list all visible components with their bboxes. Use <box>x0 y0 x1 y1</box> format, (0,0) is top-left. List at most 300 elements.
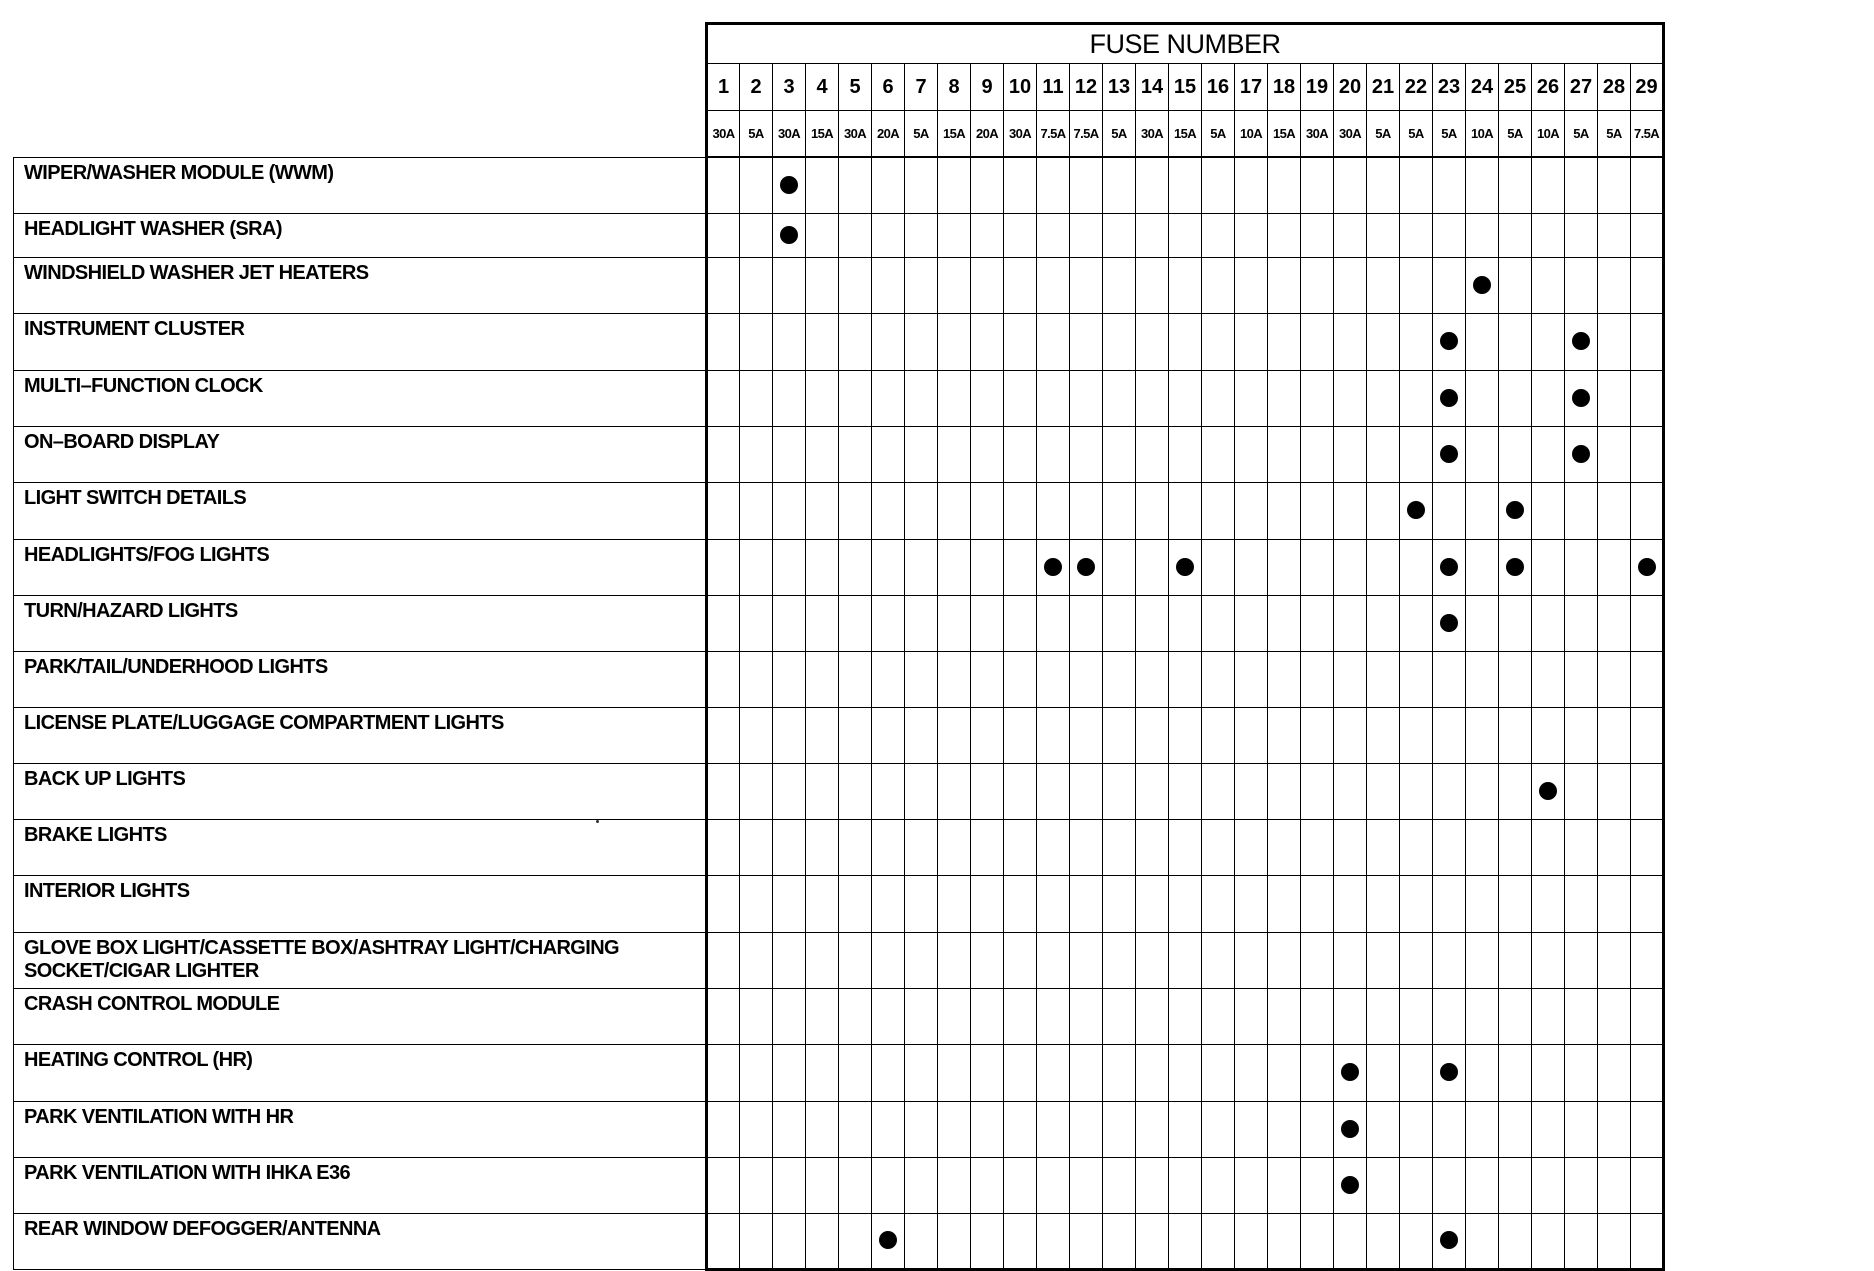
fuse-number-16: 16 <box>1202 64 1235 111</box>
grid-cell <box>1631 707 1664 763</box>
circuit-row <box>14 707 1664 763</box>
grid-cell <box>1268 595 1301 651</box>
grid-cell <box>1268 213 1301 257</box>
fuse-number-27: 27 <box>1565 64 1598 111</box>
fuse-rating-12: 7.5A <box>1070 111 1103 158</box>
fuse-number-20: 20 <box>1334 64 1367 111</box>
grid-cell <box>1631 875 1664 932</box>
grid-cell <box>707 1213 740 1269</box>
fuse-number-18: 18 <box>1268 64 1301 111</box>
grid-cell <box>1004 595 1037 651</box>
grid-cell <box>1301 1044 1334 1101</box>
fuse-rating-15: 15A <box>1169 111 1202 158</box>
fuse-number-title: FUSE NUMBER <box>707 24 1664 64</box>
grid-cell <box>1334 1213 1367 1269</box>
grid-cell <box>1532 1213 1565 1269</box>
grid-cell <box>707 1157 740 1213</box>
grid-cell <box>1202 157 1235 213</box>
grid-cell <box>1400 539 1433 595</box>
grid-cell <box>1103 988 1136 1044</box>
grid-cell <box>1202 988 1235 1044</box>
fuse-dot-marker <box>1341 1063 1359 1081</box>
grid-cell <box>905 213 938 257</box>
grid-cell <box>1598 370 1631 426</box>
fuse-rating-16: 5A <box>1202 111 1235 158</box>
fuse-dot-marker <box>1440 558 1458 576</box>
grid-cell <box>1301 875 1334 932</box>
grid-cell <box>1565 257 1598 313</box>
grid-cell <box>1103 213 1136 257</box>
grid-cell <box>1598 426 1631 482</box>
grid-cell <box>1268 426 1301 482</box>
grid-cell <box>1631 257 1664 313</box>
grid-cell <box>1037 426 1070 482</box>
fuse-number-22: 22 <box>1400 64 1433 111</box>
grid-cell <box>1004 257 1037 313</box>
grid-cell <box>1004 1157 1037 1213</box>
grid-cell <box>1301 1157 1334 1213</box>
grid-cell <box>905 763 938 819</box>
grid-cell <box>1400 157 1433 213</box>
grid-cell <box>1565 1157 1598 1213</box>
grid-cell <box>1598 651 1631 707</box>
grid-cell <box>1466 1044 1499 1101</box>
circuit-row <box>14 370 1664 426</box>
grid-cell <box>839 157 872 213</box>
grid-cell <box>1268 257 1301 313</box>
grid-cell <box>1202 213 1235 257</box>
grid-cell <box>1400 651 1433 707</box>
grid-cell <box>971 539 1004 595</box>
grid-cell <box>839 651 872 707</box>
circuit-row <box>14 932 1664 988</box>
fuse-number-8: 8 <box>938 64 971 111</box>
grid-cell <box>872 313 905 370</box>
grid-cell <box>1169 1157 1202 1213</box>
grid-cell <box>806 539 839 595</box>
grid-cell <box>1433 313 1466 370</box>
fuse-dot-marker <box>1506 558 1524 576</box>
grid-cell <box>1070 819 1103 875</box>
grid-cell <box>1070 539 1103 595</box>
grid-cell <box>806 157 839 213</box>
grid-cell <box>1631 426 1664 482</box>
grid-cell <box>1598 595 1631 651</box>
fuse-number-23: 23 <box>1433 64 1466 111</box>
fuse-rating-10: 30A <box>1004 111 1037 158</box>
grid-cell <box>1235 651 1268 707</box>
grid-cell <box>1565 370 1598 426</box>
fuse-number-19: 19 <box>1301 64 1334 111</box>
grid-cell <box>1004 875 1037 932</box>
fuse-rating-17: 10A <box>1235 111 1268 158</box>
fuse-rating-2: 5A <box>740 111 773 158</box>
circuit-label: LICENSE PLATE/LUGGAGE COMPARTMENT LIGHTS <box>14 707 707 763</box>
grid-cell <box>806 595 839 651</box>
grid-cell <box>1004 988 1037 1044</box>
fuse-rating-13: 5A <box>1103 111 1136 158</box>
grid-cell <box>1136 988 1169 1044</box>
grid-cell <box>1499 426 1532 482</box>
fuse-dot-marker <box>1440 445 1458 463</box>
fuse-rating-21: 5A <box>1367 111 1400 158</box>
grid-cell <box>740 213 773 257</box>
grid-cell <box>1499 763 1532 819</box>
grid-cell <box>1235 370 1268 426</box>
grid-cell <box>1070 932 1103 988</box>
fuse-dot-marker <box>879 1231 897 1249</box>
grid-cell <box>1037 213 1070 257</box>
fuse-number-1: 1 <box>707 64 740 111</box>
grid-cell <box>1334 1101 1367 1157</box>
grid-cell <box>1235 819 1268 875</box>
grid-cell <box>740 651 773 707</box>
grid-cell <box>1169 763 1202 819</box>
grid-cell <box>1136 482 1169 539</box>
grid-cell <box>1037 932 1070 988</box>
grid-cell <box>1103 763 1136 819</box>
grid-cell <box>938 707 971 763</box>
fuse-dot-marker <box>1341 1120 1359 1138</box>
grid-cell <box>905 370 938 426</box>
grid-cell <box>1235 1157 1268 1213</box>
grid-cell <box>1598 213 1631 257</box>
grid-cell <box>1235 595 1268 651</box>
grid-cell <box>1598 482 1631 539</box>
grid-cell <box>1532 988 1565 1044</box>
grid-cell <box>1004 1213 1037 1269</box>
grid-cell <box>1037 988 1070 1044</box>
grid-cell <box>773 1101 806 1157</box>
grid-cell <box>872 157 905 213</box>
grid-cell <box>707 707 740 763</box>
grid-cell <box>1235 539 1268 595</box>
grid-cell <box>1466 875 1499 932</box>
grid-cell <box>1301 651 1334 707</box>
grid-cell <box>740 595 773 651</box>
grid-cell <box>872 1101 905 1157</box>
grid-cell <box>971 595 1004 651</box>
fuse-rating-9: 20A <box>971 111 1004 158</box>
grid-cell <box>905 1157 938 1213</box>
grid-cell <box>1565 707 1598 763</box>
fuse-number-11: 11 <box>1037 64 1070 111</box>
grid-cell <box>773 595 806 651</box>
fuse-rating-11: 7.5A <box>1037 111 1070 158</box>
circuit-row <box>14 875 1664 932</box>
grid-cell <box>1268 932 1301 988</box>
grid-cell <box>1532 213 1565 257</box>
grid-cell <box>1202 426 1235 482</box>
fuse-rating-20: 30A <box>1334 111 1367 158</box>
grid-cell <box>806 313 839 370</box>
fuse-number-7: 7 <box>905 64 938 111</box>
grid-cell <box>938 763 971 819</box>
grid-cell <box>740 988 773 1044</box>
grid-cell <box>1565 932 1598 988</box>
grid-cell <box>1004 707 1037 763</box>
grid-cell <box>1499 875 1532 932</box>
grid-cell <box>1532 313 1565 370</box>
grid-cell <box>1598 539 1631 595</box>
grid-cell <box>1466 213 1499 257</box>
grid-cell <box>1598 157 1631 213</box>
fuse-number-17: 17 <box>1235 64 1268 111</box>
grid-cell <box>1433 426 1466 482</box>
grid-cell <box>806 482 839 539</box>
grid-cell <box>773 313 806 370</box>
grid-cell <box>1532 426 1565 482</box>
grid-cell <box>938 1101 971 1157</box>
grid-cell <box>707 213 740 257</box>
grid-cell <box>1169 426 1202 482</box>
grid-cell <box>806 426 839 482</box>
grid-cell <box>806 1101 839 1157</box>
grid-cell <box>707 370 740 426</box>
fuse-rating-22: 5A <box>1400 111 1433 158</box>
grid-cell <box>872 426 905 482</box>
fuse-number-21: 21 <box>1367 64 1400 111</box>
grid-cell <box>1070 426 1103 482</box>
grid-cell <box>971 819 1004 875</box>
grid-cell <box>1499 707 1532 763</box>
grid-cell <box>1004 482 1037 539</box>
grid-cell <box>1235 1101 1268 1157</box>
grid-cell <box>806 1044 839 1101</box>
grid-cell <box>872 651 905 707</box>
grid-cell <box>1037 1213 1070 1269</box>
grid-cell <box>1433 370 1466 426</box>
grid-cell <box>1202 257 1235 313</box>
grid-cell <box>1004 651 1037 707</box>
grid-cell <box>1367 370 1400 426</box>
grid-cell <box>1334 595 1367 651</box>
grid-cell <box>740 819 773 875</box>
grid-cell <box>1433 1044 1466 1101</box>
grid-cell <box>1136 651 1169 707</box>
fuse-dot-marker <box>1572 389 1590 407</box>
circuit-label: WINDSHIELD WASHER JET HEATERS <box>14 257 707 313</box>
grid-cell <box>1631 370 1664 426</box>
grid-cell <box>740 257 773 313</box>
grid-cell <box>1631 539 1664 595</box>
grid-cell <box>1268 370 1301 426</box>
grid-cell <box>1499 988 1532 1044</box>
grid-cell <box>1169 707 1202 763</box>
grid-cell <box>1037 1044 1070 1101</box>
grid-cell <box>1037 257 1070 313</box>
grid-cell <box>1631 213 1664 257</box>
grid-cell <box>872 707 905 763</box>
grid-cell <box>839 707 872 763</box>
circuit-label: TURN/HAZARD LIGHTS <box>14 595 707 651</box>
grid-cell <box>1367 932 1400 988</box>
fuse-rating-27: 5A <box>1565 111 1598 158</box>
grid-cell <box>905 1101 938 1157</box>
grid-cell <box>1367 257 1400 313</box>
grid-cell <box>806 707 839 763</box>
grid-cell <box>1169 539 1202 595</box>
grid-cell <box>1334 988 1367 1044</box>
grid-cell <box>1466 1213 1499 1269</box>
grid-cell <box>1532 875 1565 932</box>
grid-cell <box>1070 707 1103 763</box>
grid-cell <box>1598 1213 1631 1269</box>
grid-cell <box>1499 257 1532 313</box>
blank-corner <box>14 24 707 158</box>
grid-cell <box>1532 595 1565 651</box>
grid-cell <box>1400 1157 1433 1213</box>
grid-cell <box>1070 763 1103 819</box>
grid-cell <box>905 539 938 595</box>
grid-cell <box>1268 1157 1301 1213</box>
grid-cell <box>707 595 740 651</box>
fuse-rating-24: 10A <box>1466 111 1499 158</box>
grid-cell <box>1433 1101 1466 1157</box>
grid-cell <box>971 213 1004 257</box>
grid-cell <box>905 1213 938 1269</box>
grid-cell <box>1037 1101 1070 1157</box>
grid-cell <box>1301 763 1334 819</box>
fuse-rating-7: 5A <box>905 111 938 158</box>
grid-cell <box>1136 1101 1169 1157</box>
grid-cell <box>740 1044 773 1101</box>
grid-cell <box>1268 1044 1301 1101</box>
grid-cell <box>905 257 938 313</box>
grid-cell <box>1136 257 1169 313</box>
grid-cell <box>1565 595 1598 651</box>
grid-cell <box>905 426 938 482</box>
grid-cell <box>1631 763 1664 819</box>
fuse-rating-28: 5A <box>1598 111 1631 158</box>
grid-cell <box>1367 213 1400 257</box>
grid-cell <box>971 875 1004 932</box>
grid-cell <box>1070 370 1103 426</box>
grid-cell <box>1004 1101 1037 1157</box>
grid-cell <box>839 257 872 313</box>
grid-cell <box>1070 482 1103 539</box>
grid-cell <box>773 157 806 213</box>
grid-cell <box>1169 595 1202 651</box>
grid-cell <box>1532 370 1565 426</box>
grid-cell <box>1301 595 1334 651</box>
grid-cell <box>905 819 938 875</box>
fuse-number-13: 13 <box>1103 64 1136 111</box>
grid-cell <box>839 426 872 482</box>
grid-cell <box>806 819 839 875</box>
grid-cell <box>905 1044 938 1101</box>
grid-cell <box>740 1213 773 1269</box>
grid-cell <box>1334 313 1367 370</box>
grid-cell <box>1466 819 1499 875</box>
grid-cell <box>1202 1213 1235 1269</box>
circuit-label: MULTI–FUNCTION CLOCK <box>14 370 707 426</box>
grid-cell <box>1400 1044 1433 1101</box>
fuse-application-table <box>13 22 1665 1271</box>
grid-cell <box>938 875 971 932</box>
grid-cell <box>839 370 872 426</box>
grid-cell <box>1433 707 1466 763</box>
grid-cell <box>1070 1101 1103 1157</box>
grid-cell <box>1400 313 1433 370</box>
grid-cell <box>1268 875 1301 932</box>
grid-cell <box>1334 1157 1367 1213</box>
grid-cell <box>1433 763 1466 819</box>
grid-cell <box>1169 875 1202 932</box>
circuit-label: INTERIOR LIGHTS <box>14 875 707 932</box>
grid-cell <box>872 1157 905 1213</box>
grid-cell <box>1433 875 1466 932</box>
grid-cell <box>1004 370 1037 426</box>
grid-cell <box>1334 426 1367 482</box>
grid-cell <box>1103 707 1136 763</box>
grid-cell <box>938 482 971 539</box>
grid-cell <box>707 257 740 313</box>
grid-cell <box>1136 819 1169 875</box>
grid-cell <box>1103 1213 1136 1269</box>
grid-cell <box>740 875 773 932</box>
grid-cell <box>740 1157 773 1213</box>
grid-cell <box>872 213 905 257</box>
grid-cell <box>971 370 1004 426</box>
grid-cell <box>872 370 905 426</box>
grid-cell <box>1103 595 1136 651</box>
fuse-rating-19: 30A <box>1301 111 1334 158</box>
grid-cell <box>1532 482 1565 539</box>
grid-cell <box>1499 932 1532 988</box>
grid-cell <box>1334 539 1367 595</box>
fuse-rating-3: 30A <box>773 111 806 158</box>
grid-cell <box>1367 426 1400 482</box>
grid-cell <box>1004 819 1037 875</box>
grid-cell <box>1202 539 1235 595</box>
circuit-label: BACK UP LIGHTS <box>14 763 707 819</box>
grid-cell <box>1565 1101 1598 1157</box>
grid-cell <box>1004 157 1037 213</box>
grid-cell <box>1367 595 1400 651</box>
circuit-row <box>14 819 1664 875</box>
grid-cell <box>1037 707 1070 763</box>
grid-cell <box>1136 213 1169 257</box>
grid-cell <box>1433 819 1466 875</box>
grid-cell <box>1499 1213 1532 1269</box>
fuse-number-25: 25 <box>1499 64 1532 111</box>
circuit-row <box>14 257 1664 313</box>
grid-cell <box>1268 313 1301 370</box>
circuit-row <box>14 988 1664 1044</box>
grid-cell <box>1532 1157 1565 1213</box>
grid-cell <box>773 1213 806 1269</box>
grid-cell <box>839 1157 872 1213</box>
grid-cell <box>971 763 1004 819</box>
grid-cell <box>872 819 905 875</box>
grid-cell <box>1301 426 1334 482</box>
grid-cell <box>1466 157 1499 213</box>
grid-cell <box>1103 1044 1136 1101</box>
grid-cell <box>905 932 938 988</box>
grid-cell <box>1499 213 1532 257</box>
fuse-dot-marker <box>1506 501 1524 519</box>
grid-cell <box>1598 763 1631 819</box>
grid-cell <box>806 1157 839 1213</box>
grid-cell <box>806 213 839 257</box>
grid-cell <box>1169 651 1202 707</box>
grid-cell <box>1169 482 1202 539</box>
circuit-label: INSTRUMENT CLUSTER <box>14 313 707 370</box>
grid-cell <box>872 539 905 595</box>
fuse-number-4: 4 <box>806 64 839 111</box>
grid-cell <box>971 257 1004 313</box>
